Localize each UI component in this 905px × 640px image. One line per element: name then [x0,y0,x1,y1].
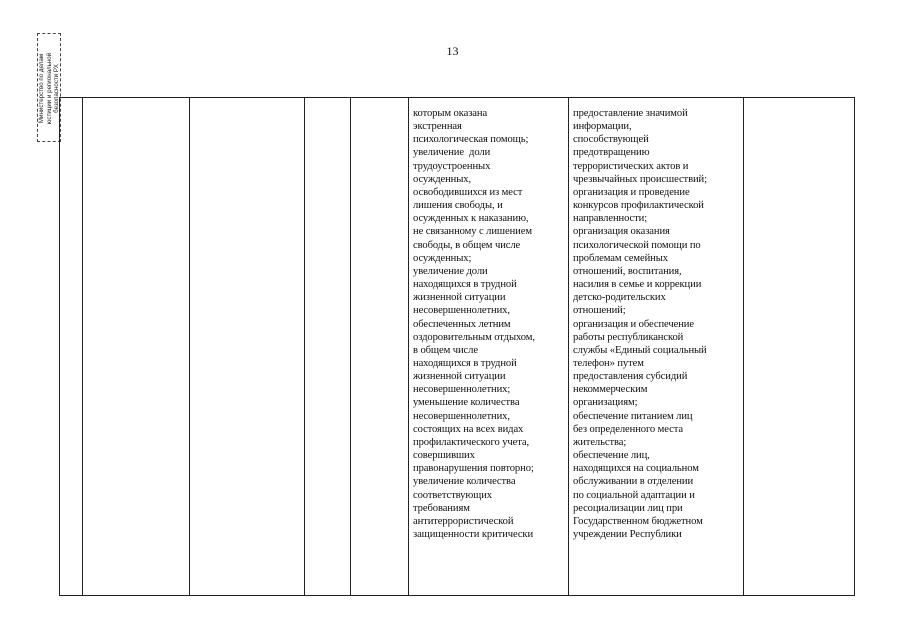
column-divider [408,98,409,595]
text-line: лишения свободы, и [413,200,503,212]
text-line: находящихся в трудной [413,357,517,369]
text-line: требованиям [413,502,470,514]
text-line: соответствующих [413,489,492,501]
text-line: обслуживании в отделении [573,476,694,488]
text-line: организация и обеспечение [573,318,694,330]
text-line: обеспечение лиц, [573,450,650,462]
text-line: антитеррористической [413,515,514,527]
text-line: обеспечение питанием лиц [573,410,693,422]
target-indicators-cell [413,107,535,541]
text-line: предотвращению [573,147,650,159]
text-line: несовершеннолетних; [413,384,511,396]
text-line: проблемам семейных [573,252,668,264]
stamp-line: юстиции и региональной [45,52,53,125]
text-line: осужденных, [413,173,471,185]
text-line: оздоровительным отдыхом, [413,331,535,343]
text-line: несовершеннолетних, [413,410,510,422]
text-line: учреждении Республики [573,529,682,540]
text-line: предоставления субсидий [573,371,688,383]
text-line: которым оказана [413,108,488,119]
text-line: осужденных к наказанию, [413,213,529,225]
text-line: без определенного места [573,423,684,435]
text-line: по социальной адаптации и [573,489,695,501]
text-line: детско-родительских [573,292,666,304]
text-line: информации, [573,121,632,133]
text-line: жизненной ситуации [413,292,506,304]
registration-stamp [37,33,61,142]
text-line: жизненной ситуации [413,371,506,383]
program-table [59,97,855,596]
text-line: обеспеченных летним [413,318,511,330]
text-line: увеличение доли [413,147,491,159]
text-line: Государственном бюджетном [573,515,703,527]
text-line: конкурсов профилактической [573,200,704,212]
column-divider [189,98,190,595]
text-line: жительства; [573,436,627,448]
text-line: насилия в семье и коррекции [573,279,702,291]
text-line: находящихся в трудной [413,279,517,291]
text-line: террористических актов и [573,160,689,172]
stamp-line: Министерство по делам [38,53,45,124]
text-line: правонарушения повторно; [413,463,534,475]
text-line: телефон» путем [573,357,644,369]
text-line: службы «Единый социальный [573,344,707,356]
column-divider [350,98,351,595]
stamp-line: безопасности РХ [53,64,61,113]
text-line: ресоциализации лиц при [573,502,683,514]
text-line: уменьшение количества [413,397,520,409]
column-divider [82,98,83,595]
activities-cell [573,107,707,541]
page-number: 13 [446,44,459,58]
text-line: отношений; [573,305,626,317]
text-line: защищенности критически [413,529,534,540]
text-line: профилактического учета, [413,436,530,448]
text-line: направленности; [573,213,648,225]
text-line: освободившихся из мест [413,186,523,198]
text-line: экстренная [413,121,462,133]
text-line: организация оказания [573,226,670,238]
text-line: работы республиканской [573,331,684,343]
text-line: находящихся на социальном [573,463,699,475]
text-line: способствующей [573,134,649,146]
text-line: чрезвычайных происшествий; [573,173,707,185]
text-line: организация и проведение [573,186,690,198]
column-divider [743,98,744,595]
text-line: предоставление значимой [573,108,688,119]
text-line: психологическая помощь; [413,134,529,146]
text-line: не связанному с лишением [413,226,532,238]
column-divider [568,98,569,595]
text-line: отношений, воспитания, [573,265,682,277]
text-line: организациям; [573,397,638,409]
text-line: несовершеннолетних, [413,305,510,317]
text-line: состоящих на всех видах [413,423,524,435]
text-line: в общем числе [413,344,478,356]
text-line: увеличение доли [413,265,488,277]
column-divider [304,98,305,595]
text-line: трудоустроенных [413,160,491,172]
text-line: увеличение количества [413,476,516,488]
text-line: совершивших [413,450,475,462]
text-line: психологической помощи по [573,239,701,251]
text-line: свободы, в общем числе [413,239,521,251]
text-line: некоммерческим [573,384,648,396]
text-line: осужденных; [413,252,472,264]
